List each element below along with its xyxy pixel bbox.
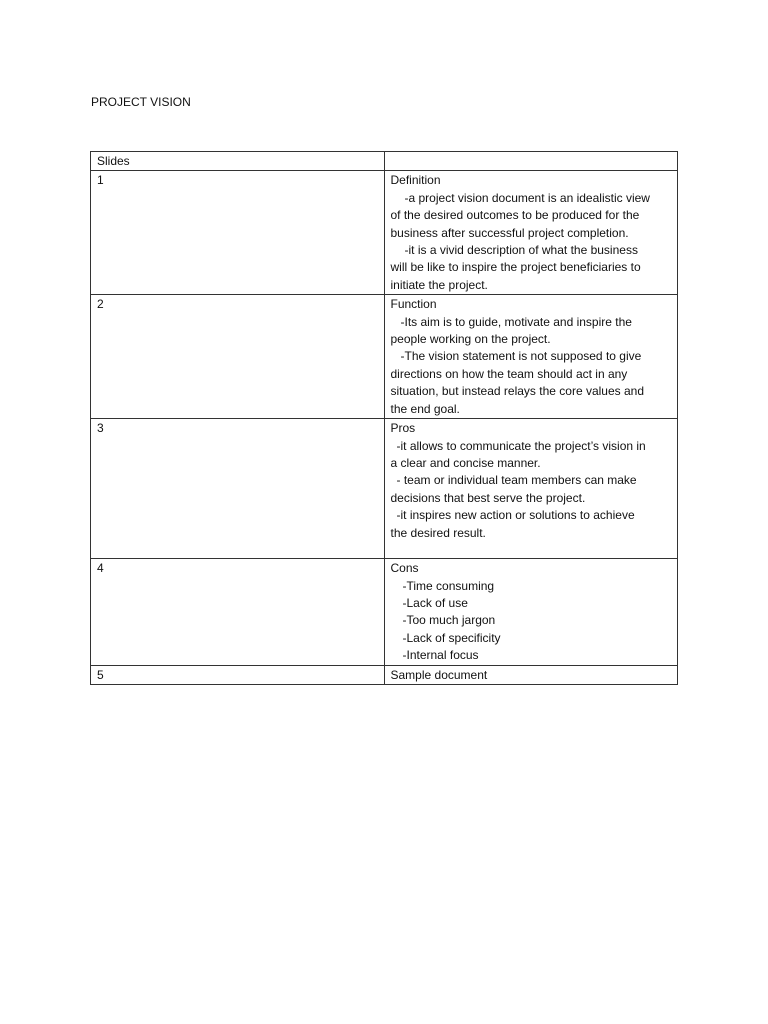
content-line: people working on the project. [390,332,551,347]
table-row [91,559,678,665]
slide-number-cell: 2 [91,295,385,419]
content-line: -Its aim is to guide, motivate and inspire the [400,314,632,329]
content-line: -Too much jargon [402,613,496,628]
page-title: PROJECT VISION [91,95,191,109]
content-line: -Lack of specificity [402,630,501,645]
content-line: business after successful project completion. [390,225,629,240]
section-heading: Sample document [390,667,488,682]
section-heading: Function [390,297,437,312]
section-heading: Definition [390,173,441,188]
slide-number-cell: 3 [91,419,385,559]
content-line: -it allows to communicate the project’s vision in [396,438,646,453]
slide-content-cell [384,171,678,295]
content-line: the desired result. [390,525,486,540]
section-heading: Pros [390,421,416,436]
slides-table [90,151,678,685]
content-line: - team or individual team members can make [396,473,637,488]
table-row [91,171,678,295]
table-row [91,295,678,419]
slide-content-cell [384,295,678,419]
header-cell-empty [384,152,678,171]
content-line: directions on how the team should act in any [390,366,628,381]
slide-number-cell: 4 [91,559,385,665]
table-header-row [91,152,678,171]
slide-content-cell [384,559,678,665]
table-row [91,665,678,684]
slide-number-cell: 1 [91,171,385,295]
section-heading: Cons [390,561,419,576]
content-line: -Internal focus [402,648,479,663]
header-cell-slides: Slides [91,152,385,171]
content-line: -a project vision document is an idealistic view [404,190,650,205]
slide-content-cell [384,665,678,684]
content-line: of the desired outcomes to be produced for the [390,208,640,223]
table-row [91,419,678,559]
content-line: a clear and concise manner. [390,455,541,470]
content-line: -Time consuming [402,578,495,593]
content-line: -The vision statement is not supposed to give [400,349,642,364]
content-line: the end goal. [390,401,460,416]
content-line: decisions that best serve the project. [390,490,586,505]
content-line: -it is a vivid description of what the business [404,243,638,258]
slide-number-cell: 5 [91,665,385,684]
content-line: situation, but instead relays the core values and [390,384,644,399]
content-line: -Lack of use [402,595,468,610]
content-line: initiate the project. [390,277,488,292]
slide-content-cell [384,419,678,559]
content-line: -it inspires new action or solutions to achieve [396,508,635,523]
content-line: will be like to inspire the project beneficiaries to [390,260,641,275]
